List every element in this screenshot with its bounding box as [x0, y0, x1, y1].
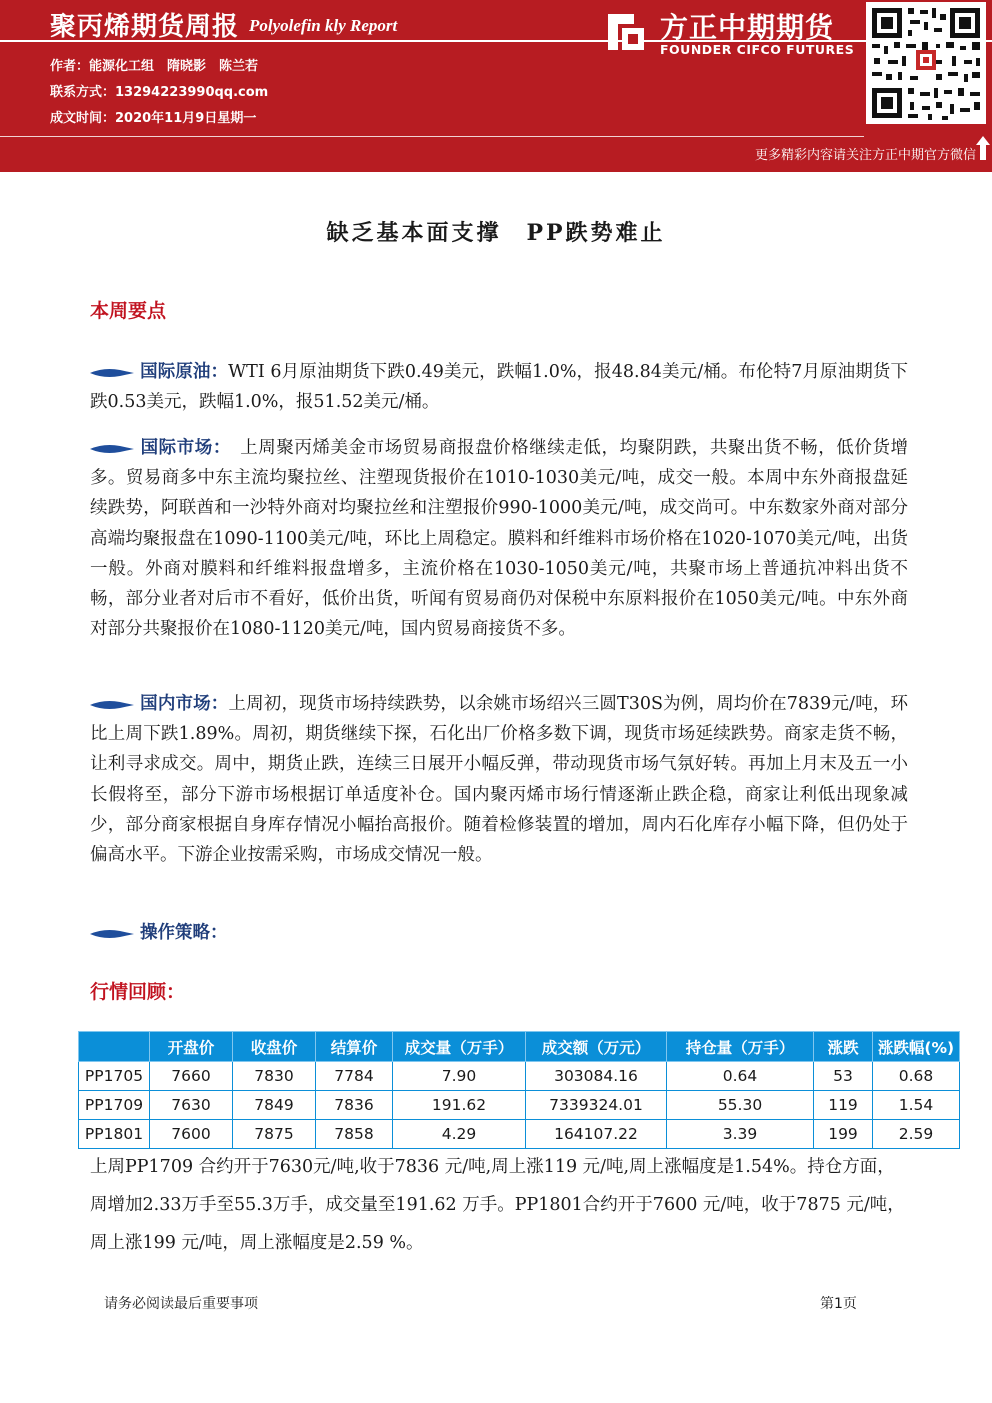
brand-name-en: FOUNDER CIFCO FUTURES	[660, 42, 855, 57]
page-number: 第1页	[820, 1296, 857, 1312]
table-cell: 199	[814, 1120, 873, 1149]
table-cell: 7784	[316, 1062, 393, 1091]
table-cell: 7339324.01	[526, 1091, 667, 1120]
table-header-row	[79, 1032, 960, 1062]
report-header	[0, 0, 992, 172]
table-header-cell	[79, 1032, 150, 1062]
table-cell: PP1709	[79, 1091, 150, 1120]
report-title-en: Polyolefin kly Report	[249, 16, 398, 35]
table-header-cell: 开盘价	[150, 1032, 233, 1062]
founder-logo-icon	[604, 10, 648, 54]
table-row	[79, 1091, 960, 1120]
section-text: 上周聚丙烯美金市场贸易商报盘价格继续走低，均聚阴跌，共聚出货不畅，低价货增多。贸易商多中东主流均聚拉丝、注塑现货报价在1010-1030美元/吨，成交一般。本周中东外商报盘延续跌势，阿联酋和一沙特外商对均聚拉丝和注塑报价990-1000美元/吨，成交尚可。中东数家外商对部分高端均聚报盘在1090-1100美元/吨，环比上周稳定。膜料和纤维料市场价格在1020-1070美元/吨，出货一般。外商对膜料和纤维料报盘增多，主流价格在1030-1050美元/吨，共聚市场上普通抗冲料出货不畅，部分业者对后市不看好，低价出货，听闻有贸易商仍对保税中东原料报价在1050美元/吨。中东外商对部分共聚报价在1080-1120美元/吨，国内贸易商接货不多。	[90, 438, 909, 640]
table-header-cell: 结算价	[316, 1032, 393, 1062]
table-cell: 55.30	[667, 1091, 814, 1120]
section-intl-market	[90, 433, 908, 644]
contract-quote-table	[78, 1031, 960, 1149]
table-cell: 0.68	[873, 1062, 960, 1091]
table-cell: 7858	[316, 1120, 393, 1149]
header-divider-lower	[0, 136, 864, 137]
section-label: 国际市场：	[140, 438, 223, 458]
table-cell: 7630	[150, 1091, 233, 1120]
section-domestic-market	[90, 689, 908, 870]
table-cell: 164107.22	[526, 1120, 667, 1149]
table-cell: 7.90	[393, 1062, 526, 1091]
table-header-cell: 成交量（万手）	[393, 1032, 526, 1062]
table-cell: PP1801	[79, 1120, 150, 1149]
report-date: 成文时间：2020年11月9日星期一	[50, 111, 257, 126]
section-text: 上周初，现货市场持续跌势，以余姚市场绍兴三圆T30S为例，周均价在7839元/吨，环比上周下跌1.89%。周初，期货继续下探，石化出厂价格多数下调，现货市场延续跌势。商家走货不畅，让利寻求成交。周中，期货止跌，连续三日展开小幅反弹，带动现货市场气氛好转。再加上月末及五一小长假将至，部分下游市场根据订单适度补仓。国内聚丙烯市场行情逐渐止跌企稳，商家让利低出现象减少，部分商家根据自身库存情况小幅抬高报价。随着检修装置的增加，周内石化库存小幅下降，但仍处于偏高水平。下游企业按需采购，市场成交情况一般。	[90, 694, 909, 866]
section-strategy	[90, 918, 908, 948]
authors: 作者：能源化工组 隋晓影 陈兰若	[50, 59, 259, 74]
qr-code-icon	[866, 2, 986, 124]
table-cell: 7875	[233, 1120, 316, 1149]
follow-wechat-note: 更多精彩内容请关注方正中期官方微信	[754, 148, 976, 163]
highlights-heading: 本周要点	[90, 300, 167, 322]
table-cell: 7660	[150, 1062, 233, 1091]
table-header-cell: 涨跌	[814, 1032, 873, 1062]
table-cell: 7836	[316, 1091, 393, 1120]
table-header-cell: 涨跌幅(%)	[873, 1032, 960, 1062]
section-crude-oil	[90, 357, 908, 417]
table-cell: PP1705	[79, 1062, 150, 1091]
arrow-up-icon	[976, 136, 990, 160]
table-row	[79, 1062, 960, 1091]
document-title: 缺乏基本面支撑 PP跌势难止	[326, 220, 666, 246]
bullet-arrow-icon	[90, 928, 134, 940]
table-cell: 191.62	[393, 1091, 526, 1120]
section-label: 国内市场：	[140, 694, 229, 714]
section-label: 操作策略：	[140, 923, 228, 943]
section-label: 国际原油：	[140, 362, 229, 382]
table-cell: 53	[814, 1062, 873, 1091]
contact: 联系方式：13294223990qq.com	[50, 85, 269, 100]
table-cell: 2.59	[873, 1120, 960, 1149]
table-cell: 0.64	[667, 1062, 814, 1091]
table-header-cell: 持仓量（万手）	[667, 1032, 814, 1062]
bullet-arrow-icon	[90, 443, 134, 455]
review-heading: 行情回顾：	[90, 981, 186, 1003]
section-text: WTI 6月原油期货下跌0.49美元，跌幅1.0%，报48.84美元/桶。布伦特7月原油期货下跌0.53美元，跌幅1.0%，报51.52美元/桶。	[90, 362, 909, 413]
bullet-arrow-icon	[90, 367, 134, 379]
table-cell: 7830	[233, 1062, 316, 1091]
table-cell: 303084.16	[526, 1062, 667, 1091]
bullet-arrow-icon	[90, 699, 134, 711]
footer-disclaimer-note: 请务必阅读最后重要事项	[104, 1296, 258, 1312]
report-title-cn: 聚丙烯期货周报	[50, 12, 240, 42]
market-summary: 上周PP1709 合约开于7630元/吨,收于7836 元/吨,周上涨119 元/吨,周上涨幅度是1.54%。持仓方面，周增加2.33万手至55.3万手，成交量至191.62 万手。PP1801合约开于7600 元/吨，收于7875 元/吨，周上涨199 元/吨，周上涨幅度是2.59 %。	[90, 1157, 905, 1253]
table-row	[79, 1120, 960, 1149]
table-header-cell: 成交额（万元）	[526, 1032, 667, 1062]
table-cell: 7849	[233, 1091, 316, 1120]
table-cell: 4.29	[393, 1120, 526, 1149]
table-cell: 119	[814, 1091, 873, 1120]
table-header-cell: 收盘价	[233, 1032, 316, 1062]
brand-name-cn: 方正中期期货	[660, 11, 835, 44]
table-cell: 7600	[150, 1120, 233, 1149]
table-cell: 3.39	[667, 1120, 814, 1149]
table-cell: 1.54	[873, 1091, 960, 1120]
